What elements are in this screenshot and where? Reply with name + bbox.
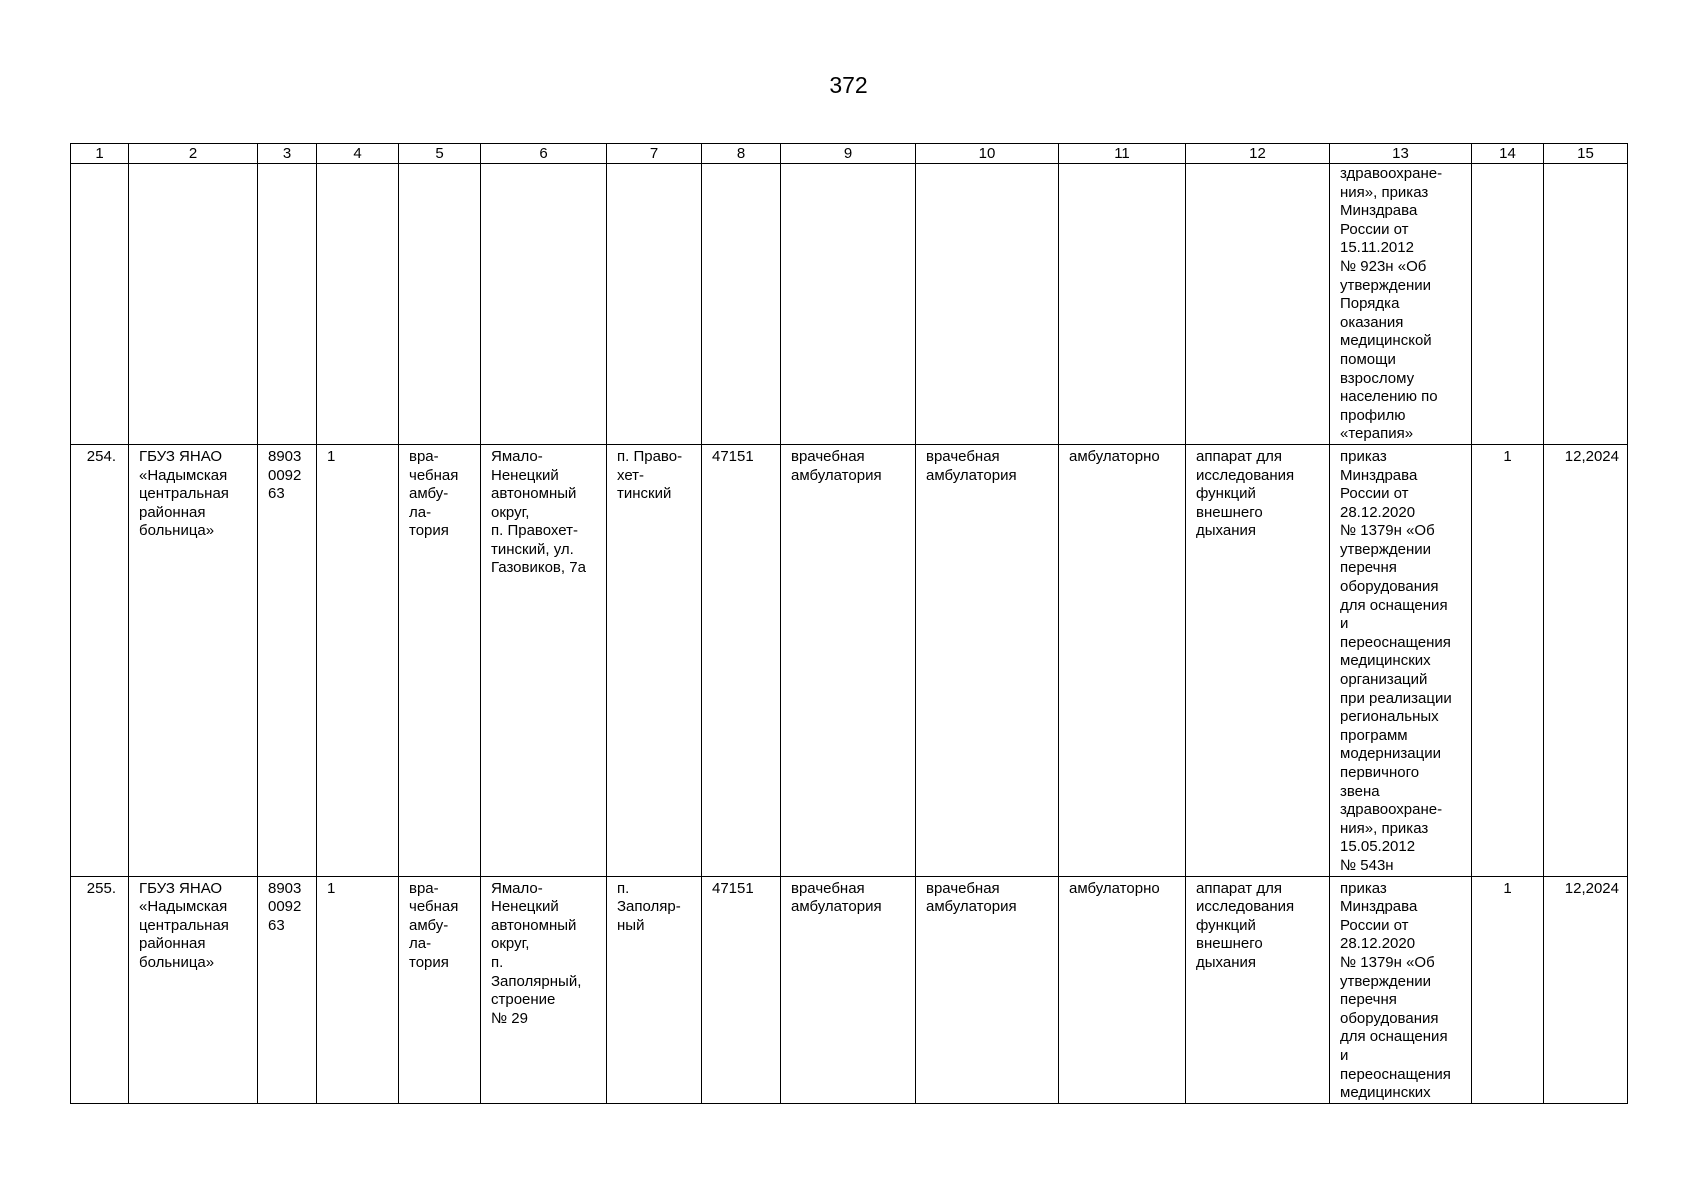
column-header: 9 xyxy=(781,144,916,164)
column-header: 14 xyxy=(1472,144,1544,164)
count-cell: 1 xyxy=(317,444,399,876)
regulation-cell: приказ Минздрава России от 28.12.2020 № 1379н «Об утверждении перечня оборудования для оснащения и переоснащения медицинских xyxy=(1330,876,1472,1103)
column-header: 6 xyxy=(481,144,607,164)
code-cell: 8903 0092 63 xyxy=(258,444,317,876)
column-header: 15 xyxy=(1544,144,1628,164)
deadline-cell: 12,2024 xyxy=(1544,876,1628,1103)
facility-type-cell: вра- чебная амбу- ла- тория xyxy=(399,876,481,1103)
settlement-cell xyxy=(607,164,702,445)
care-conditions-cell: амбулаторно xyxy=(1059,444,1186,876)
column-header: 2 xyxy=(129,144,258,164)
structure-cell xyxy=(781,164,916,445)
count-cell: 1 xyxy=(317,876,399,1103)
column-header: 10 xyxy=(916,144,1059,164)
quantity-cell xyxy=(1472,164,1544,445)
settlement-cell: п. Заполяр- ный xyxy=(607,876,702,1103)
organization-cell xyxy=(129,164,258,445)
table-row xyxy=(71,164,1628,445)
table-row xyxy=(71,876,1628,1103)
facility-type-cell: вра- чебная амбу- ла- тория xyxy=(399,444,481,876)
address-cell: Ямало- Ненецкий автономный округ, п. Правохет- тинский, ул. Газовиков, 7а xyxy=(481,444,607,876)
page-number: 372 xyxy=(829,72,868,98)
column-header: 8 xyxy=(702,144,781,164)
settlement-cell: п. Право- хет- тинский xyxy=(607,444,702,876)
oktmo-cell: 47151 xyxy=(702,444,781,876)
equipment-cell: аппарат для исследования функций внешнего дыхания xyxy=(1186,444,1330,876)
care-conditions-cell xyxy=(1059,164,1186,445)
table-header-row xyxy=(71,144,1628,164)
regulation-cell: здравоохране- ния», приказ Минздрава России от 15.11.2012 № 923н «Об утверждении Порядка оказания медицинской помощи взрослому населению по профилю «терапия» xyxy=(1330,164,1472,445)
row-number-cell xyxy=(71,164,129,445)
code-cell xyxy=(258,164,317,445)
oktmo-cell xyxy=(702,164,781,445)
column-header: 3 xyxy=(258,144,317,164)
column-header: 7 xyxy=(607,144,702,164)
column-header: 4 xyxy=(317,144,399,164)
row-number-cell: 254. xyxy=(71,444,129,876)
unit-cell xyxy=(916,164,1059,445)
unit-cell: врачебная амбулатория xyxy=(916,876,1059,1103)
deadline-cell xyxy=(1544,164,1628,445)
address-cell: Ямало- Ненецкий автономный округ, п. Заполярный, строение № 29 xyxy=(481,876,607,1103)
facility-type-cell xyxy=(399,164,481,445)
equipment-cell: аппарат для исследования функций внешнего дыхания xyxy=(1186,876,1330,1103)
column-header: 11 xyxy=(1059,144,1186,164)
column-header: 12 xyxy=(1186,144,1330,164)
deadline-cell: 12,2024 xyxy=(1544,444,1628,876)
table-row xyxy=(71,444,1628,876)
column-header: 13 xyxy=(1330,144,1472,164)
address-cell xyxy=(481,164,607,445)
structure-cell: врачебная амбулатория xyxy=(781,876,916,1103)
column-header: 1 xyxy=(71,144,129,164)
count-cell xyxy=(317,164,399,445)
column-header: 5 xyxy=(399,144,481,164)
document-table xyxy=(70,143,1628,1104)
code-cell: 8903 0092 63 xyxy=(258,876,317,1103)
care-conditions-cell: амбулаторно xyxy=(1059,876,1186,1103)
quantity-cell: 1 xyxy=(1472,876,1544,1103)
row-number-cell: 255. xyxy=(71,876,129,1103)
oktmo-cell: 47151 xyxy=(702,876,781,1103)
regulation-cell: приказ Минздрава России от 28.12.2020 № 1379н «Об утверждении перечня оборудования для оснащения и переоснащения медицинских организаций при реализации региональных программ модернизации первичного звена здравоохране- ния», приказ 15.05.2012 № 543н xyxy=(1330,444,1472,876)
organization-cell: ГБУЗ ЯНАО «Надымская центральная районная больница» xyxy=(129,876,258,1103)
structure-cell: врачебная амбулатория xyxy=(781,444,916,876)
unit-cell: врачебная амбулатория xyxy=(916,444,1059,876)
quantity-cell: 1 xyxy=(1472,444,1544,876)
organization-cell: ГБУЗ ЯНАО «Надымская центральная районная больница» xyxy=(129,444,258,876)
equipment-cell xyxy=(1186,164,1330,445)
